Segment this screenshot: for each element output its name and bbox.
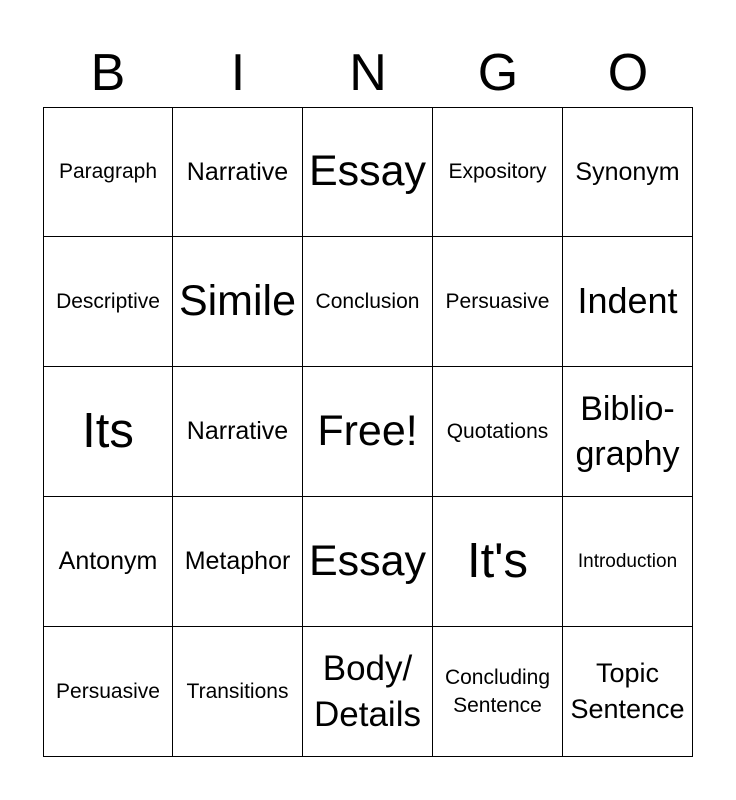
bingo-cell[interactable]: Essay: [303, 497, 433, 627]
header-letter-g: G: [477, 44, 519, 102]
bingo-card-grid: [43, 107, 693, 757]
bingo-cell[interactable]: Persuasive: [43, 627, 173, 757]
bingo-cell[interactable]: Paragraph: [43, 107, 173, 237]
bingo-cell[interactable]: Topic Sentence: [563, 627, 693, 757]
header-letter-n: N: [349, 44, 387, 102]
bingo-cell[interactable]: Transitions: [173, 627, 303, 757]
bingo-cell[interactable]: Its: [43, 367, 173, 497]
bingo-cell[interactable]: Narrative: [173, 367, 303, 497]
bingo-cell[interactable]: Simile: [173, 237, 303, 367]
bingo-cell[interactable]: Metaphor: [173, 497, 303, 627]
bingo-cell[interactable]: Quotations: [433, 367, 563, 497]
bingo-cell[interactable]: Biblio- graphy: [563, 367, 693, 497]
bingo-cell[interactable]: Introduction: [563, 497, 693, 627]
bingo-cell[interactable]: Essay: [303, 107, 433, 237]
bingo-cell[interactable]: Concluding Sentence: [433, 627, 563, 757]
bingo-cell[interactable]: Indent: [563, 237, 693, 367]
bingo-cell[interactable]: Conclusion: [303, 237, 433, 367]
header-letter-i: I: [230, 44, 246, 102]
bingo-cell[interactable]: Narrative: [173, 107, 303, 237]
bingo-cell[interactable]: Descriptive: [43, 237, 173, 367]
bingo-cell[interactable]: Antonym: [43, 497, 173, 627]
free-space-cell[interactable]: Free!: [303, 367, 433, 497]
bingo-cell[interactable]: It's: [433, 497, 563, 627]
header-letter-o: O: [607, 44, 649, 102]
bingo-cell[interactable]: Body/ Details: [303, 627, 433, 757]
bingo-cell[interactable]: Expository: [433, 107, 563, 237]
header-letter-b: B: [90, 44, 126, 102]
bingo-header: [43, 38, 693, 108]
bingo-cell[interactable]: Synonym: [563, 107, 693, 237]
bingo-cell[interactable]: Persuasive: [433, 237, 563, 367]
